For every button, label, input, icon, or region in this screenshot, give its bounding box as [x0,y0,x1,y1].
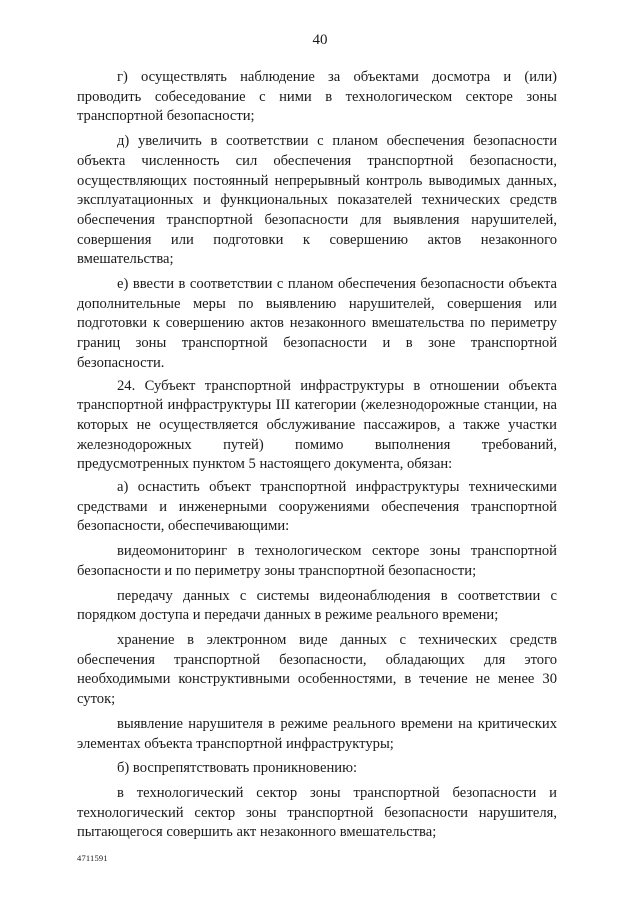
paragraph-tech-sector: в технологический сектор зоны транспортной безопасности и технологический сектор зоны транспортной безопасности нарушителя, пытающегося совершить акт незаконного вмешательства; [77,784,557,841]
paragraph-data-storage: хранение в электронном виде данных с технических средств обеспечения транспортной безопасности, обладающих для этого необходимыми конструктивными особенностями, в течение не менее 30 суток; [77,631,557,708]
document-body [77,68,557,843]
page-number: 40 [312,32,328,48]
paragraph-intruder-detection: выявление нарушителя в режиме реального времени на критических элементах объекта транспортной инфраструктуры; [77,715,557,752]
paragraph-item-g: г) осуществлять наблюдение за объектами досмотра и (или) проводить собеседование с ними в технологическом секторе зоны транспортной безопасности; [77,69,557,125]
paragraph-data-transfer: передачу данных с системы видеонаблюдения в соответствии с порядком доступа и передачи данных в режиме реального времени; [77,587,557,624]
paragraph-item-b: б) воспрепятствовать проникновению: [117,760,358,777]
paragraph-item-e: е) ввести в соответствии с планом обеспечения безопасности объекта дополнительные меры по выявлению нарушителей, совершения или подготовки к совершению актов незаконного вмешательства по периметру границ зоны транспортной безопасности и в зоне транспортной безопасности. [77,276,557,371]
paragraph-video-monitoring: видеомониторинг в технологическом секторе зоны транспортной безопасности и по периметру зоны транспортной безопасности; [77,543,557,579]
paragraph-item-d: д) увеличить в соответствии с планом обеспечения безопасности объекта численность сил обеспечения транспортной безопасности, осуществляющих постоянный непрерывный контроль выводимых данных, эксплуатационных и функциональных показателей технических средств обеспечения транспортной безопасности для выявления нарушителей, совершения или подготовки к совершению актов незаконного вмешательства; [77,133,557,268]
document-code: 4711591 [77,853,108,863]
paragraph-item-a: а) оснастить объект транспортной инфраструктуры техническими средствами и инженерными сооружениями обеспечения транспортной безопасности, обеспечивающими: [77,479,557,535]
paragraph-clause-24: 24. Субъект транспортной инфраструктуры в отношении объекта транспортной инфраструктуры III категории (железнодорожные станции, на которых не осуществляется обслуживание пассажиров, а также участки железнодорожных путей) помимо выполнения требований, предусмотренных пунктом 5 настоящего документа, обязан: [77,377,557,473]
